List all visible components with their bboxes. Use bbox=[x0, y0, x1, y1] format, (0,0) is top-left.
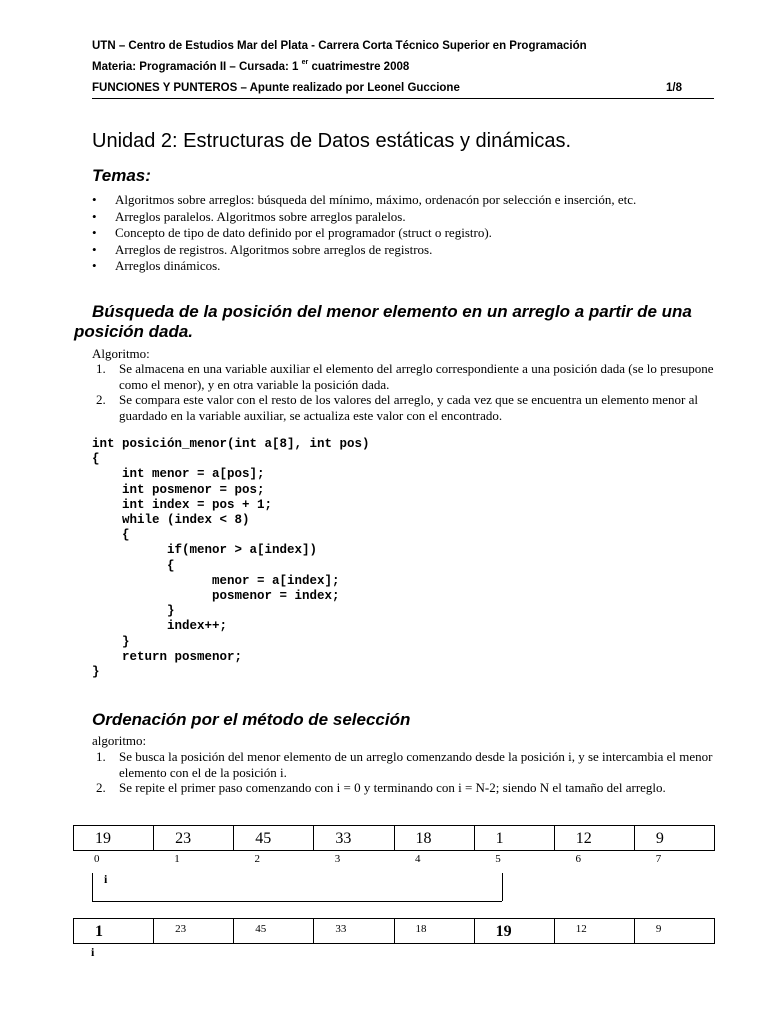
array-index: 3 bbox=[334, 853, 341, 865]
busqueda-heading: Búsqueda de la posición del menor elemento en un arreglo a partir de una posición dada. bbox=[74, 302, 692, 341]
code-block: int posición_menor(int a[8], int pos) { int menor = a[pos]; int posmenor = pos; int index = pos + 1; while (index < 8) { if(menor > a[index]) { menor = a[index]; posmenor = index; } index++; } return posmenor; } bbox=[92, 437, 370, 680]
step-number: 1. bbox=[96, 361, 106, 376]
step-text: Se busca la posición del menor elemento de un arreglo comenzando desde la posición i, y se intercambia el menor elemento con el de la posición i. bbox=[119, 749, 713, 780]
array-index: 0 bbox=[94, 853, 100, 865]
array-cell: 19 bbox=[74, 826, 154, 850]
list-item: • Arreglos dinámicos. bbox=[92, 258, 636, 275]
array-cell: 1 bbox=[475, 826, 555, 850]
array-after-swap bbox=[73, 918, 715, 944]
array-cell: 9 bbox=[655, 830, 664, 847]
array-cell: 12 bbox=[555, 919, 635, 943]
array-cell: 45 bbox=[234, 919, 314, 943]
header-topic-text: FUNCIONES Y PUNTEROS – Apunte realizado por Leonel Guccione bbox=[92, 82, 460, 94]
header-topic bbox=[92, 82, 714, 94]
range-bracket-bottom bbox=[92, 901, 502, 902]
list-item: • Algoritmos sobre arreglos: búsqueda del mínimo, máximo, ordenacón por selección e inserción, etc. bbox=[92, 192, 636, 209]
list-item bbox=[92, 780, 716, 796]
list-item: • Arreglos de registros. Algoritmos sobre arreglos de registros. bbox=[92, 242, 636, 259]
step-number: 2. bbox=[96, 392, 106, 407]
step-text: Se repite el primer paso comenzando con i = 0 y terminando con i = N-2; siendo N el tamaño del arreglo. bbox=[119, 780, 666, 795]
array-cell: 18 bbox=[395, 919, 475, 943]
array-cell: 23 bbox=[154, 919, 234, 943]
position-marker-i-2: i bbox=[91, 945, 95, 959]
range-bracket-left bbox=[92, 873, 93, 901]
array-cell: 33 bbox=[314, 826, 394, 850]
list-item bbox=[92, 392, 716, 423]
busqueda-steps bbox=[92, 361, 716, 423]
array-cell: 12 bbox=[555, 826, 635, 850]
array-cell: 1 bbox=[74, 919, 154, 943]
header-subject-ordinal: er bbox=[301, 59, 309, 66]
array-index: 2 bbox=[254, 853, 260, 865]
array-index: 1 bbox=[174, 853, 180, 865]
array-index: 7 bbox=[655, 853, 662, 865]
list-item bbox=[92, 361, 716, 392]
page-number: 1/8 bbox=[666, 82, 682, 94]
list-item bbox=[92, 749, 716, 780]
array-cell: 33 bbox=[314, 919, 394, 943]
temas-heading: Temas: bbox=[92, 166, 151, 185]
header-subject-text: Materia: Programación II – Cursada: 1 bbox=[92, 61, 302, 73]
array-indices bbox=[73, 853, 715, 865]
step-number: 2. bbox=[96, 780, 106, 795]
array-initial bbox=[73, 825, 715, 851]
header-institution: UTN – Centro de Estudios Mar del Plata - Carrera Corta Técnico Superior en Programación bbox=[92, 40, 587, 52]
page-title: Unidad 2: Estructuras de Datos estáticas y dinámicas. bbox=[92, 130, 572, 152]
range-bracket-right bbox=[502, 873, 503, 901]
temas-list bbox=[92, 192, 636, 275]
step-text: Se compara este valor con el resto de los valores del arreglo, y cada vez que se encuentra un elemento menor al guardado en la variable auxiliar, se actualiza este valor con el encontrado. bbox=[119, 392, 698, 423]
header-subject bbox=[92, 61, 714, 73]
array-cell: 19 bbox=[475, 919, 555, 943]
header-subject-term: cuatrimestre 2008 bbox=[308, 61, 410, 73]
seleccion-heading: Ordenación por el método de selección bbox=[92, 710, 411, 729]
position-marker-i: i bbox=[104, 872, 108, 886]
step-text: Se almacena en una variable auxiliar el elemento del arreglo correspondiente a una posición dada (se lo presupone como el menor), y en otra variable la posición dada. bbox=[119, 361, 714, 392]
array-cell: 23 bbox=[154, 826, 234, 850]
step-number: 1. bbox=[96, 749, 106, 764]
list-item: • Concepto de tipo de dato definido por el programador (struct o registro). bbox=[92, 225, 636, 242]
seleccion-algorithm-label: algoritmo: bbox=[92, 733, 147, 748]
array-cell: 9 bbox=[655, 923, 662, 935]
array-cell: 18 bbox=[395, 826, 475, 850]
header-rule bbox=[92, 98, 714, 99]
busqueda-algorithm-label: Algoritmo: bbox=[92, 346, 150, 361]
array-index: 5 bbox=[495, 853, 501, 865]
array-index: 6 bbox=[575, 853, 581, 865]
array-cell: 45 bbox=[234, 826, 314, 850]
seleccion-steps bbox=[92, 749, 716, 796]
array-index: 4 bbox=[415, 853, 421, 865]
list-item: • Arreglos paralelos. Algoritmos sobre arreglos paralelos. bbox=[92, 209, 636, 226]
